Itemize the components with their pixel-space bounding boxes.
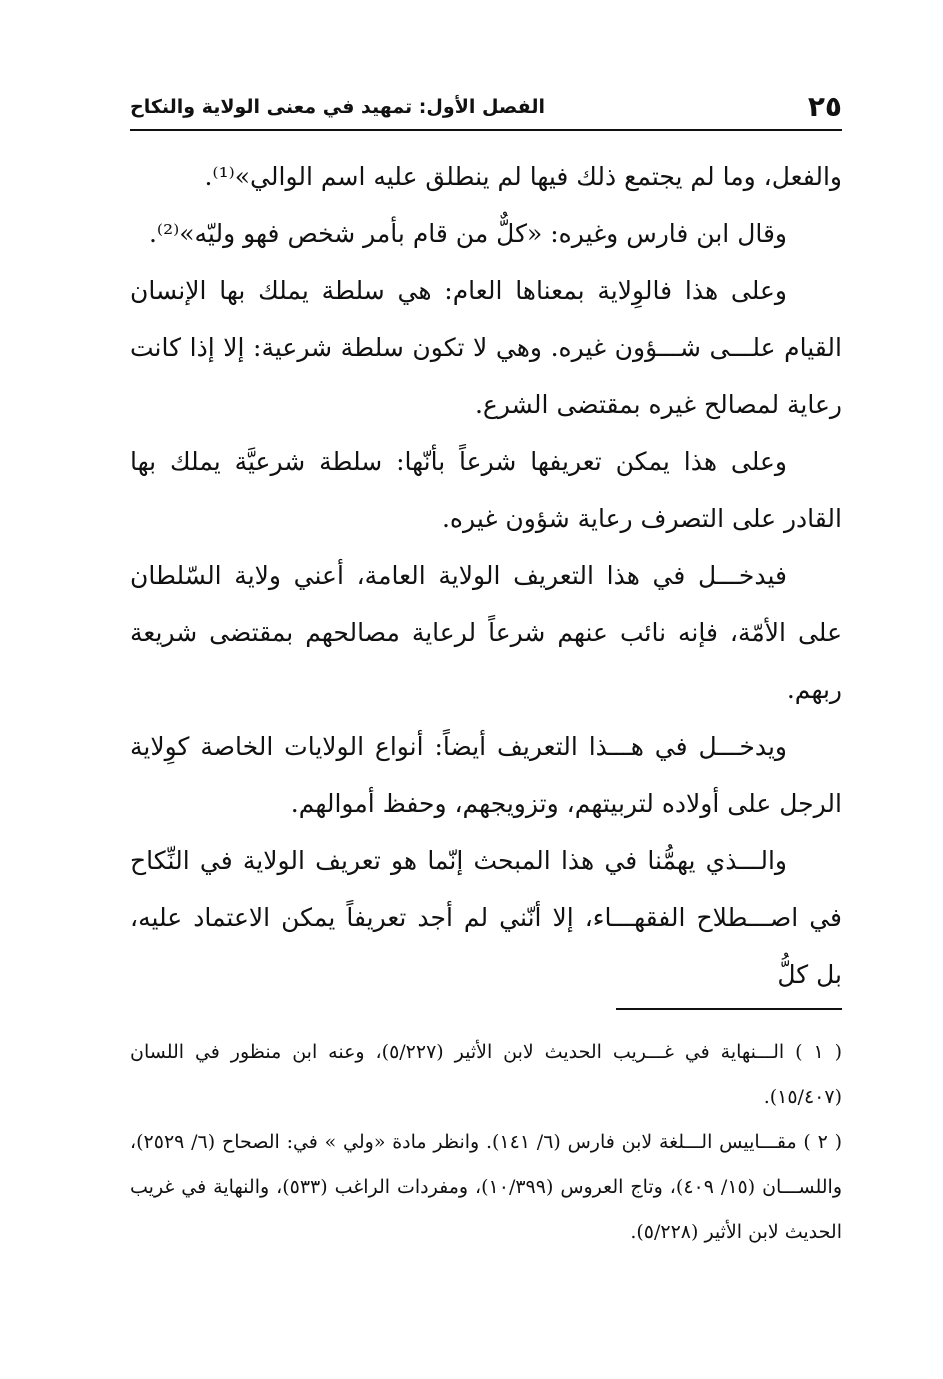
main-text xyxy=(130,148,842,1003)
footnote: ( ٢ ) مقـــاييس الـــلغة لابن فارس (٦/ ١٤١). وانظر مادة «ولي » في: الصحاح (٦/ ٢٥٢٩)، واللســـان (١٥/ ٤٠٩)، وتاج العروس (١٠/٣٩٩)، ومفردات الراغب (٥٣٣)، والنهاية في غريب الحديث لابن الأثير (٥/٢٢٨). xyxy=(130,1131,843,1243)
running-header xyxy=(130,88,842,128)
paragraph: والـــذي يهمُّنا في هذا المبحث إنّما هو تعريف الولاية في النِّكاح في اصـــطلاح الفقهـــاء، إلا أنّني لم أجد تعريفاً يمكن الاعتماد عليه، بل كلُّ xyxy=(130,846,842,989)
paragraph: وقال ابن فارس وغيره: «كلٌّ من قام بأمر شخص فهو وليّه»⁽²⁾. xyxy=(148,219,787,248)
paragraph: وعلى هذا يمكن تعريفها شرعاً بأنّها: سلطة شرعيَّة يملك بها القادر على التصرف رعاية شؤون غيره. xyxy=(130,447,842,533)
footnote: ( ١ ) الـــنهاية في غـــريب الحديث لابن الأثير (٥/٢٢٧)، وعنه ابن منظور في اللسان (١٥/٤٠٧). xyxy=(130,1041,842,1108)
paragraph: وعلى هذا فالوِلاية بمعناها العام: هي سلطة يملك بها الإنسان القيام علـــى شـــؤون غيره. وهي لا تكون سلطة شرعية: إلا إذا كانت رعاية لمصالح غيره بمقتضى الشرع. xyxy=(130,276,842,419)
header-divider xyxy=(130,129,842,131)
page-number: ٢٥ xyxy=(807,90,842,123)
running-title: الفصل الأول: تمهيد في معنى الولاية والنكاح xyxy=(130,96,545,118)
paragraph: فيدخـــل في هذا التعريف الولاية العامة، أعني ولاية السّلطان على الأمّة، فإنه نائب عنهم شرعاً لرعاية مصالحهم بمقتضى شريعة ربهم. xyxy=(130,561,842,704)
footnote-divider xyxy=(616,1008,842,1010)
paragraph: والفعل، وما لم يجتمع ذلك فيها لم ينطلق عليه اسم الوالي»⁽¹⁾. xyxy=(204,162,842,191)
paragraph: ويدخـــل في هـــذا التعريف أيضاً: أنواع الولايات الخاصة كوِلاية الرجل على أولاده لتربيتهم، وتزويجهم، وحفظ أموالهم. xyxy=(130,732,842,818)
footnotes xyxy=(130,1030,842,1255)
